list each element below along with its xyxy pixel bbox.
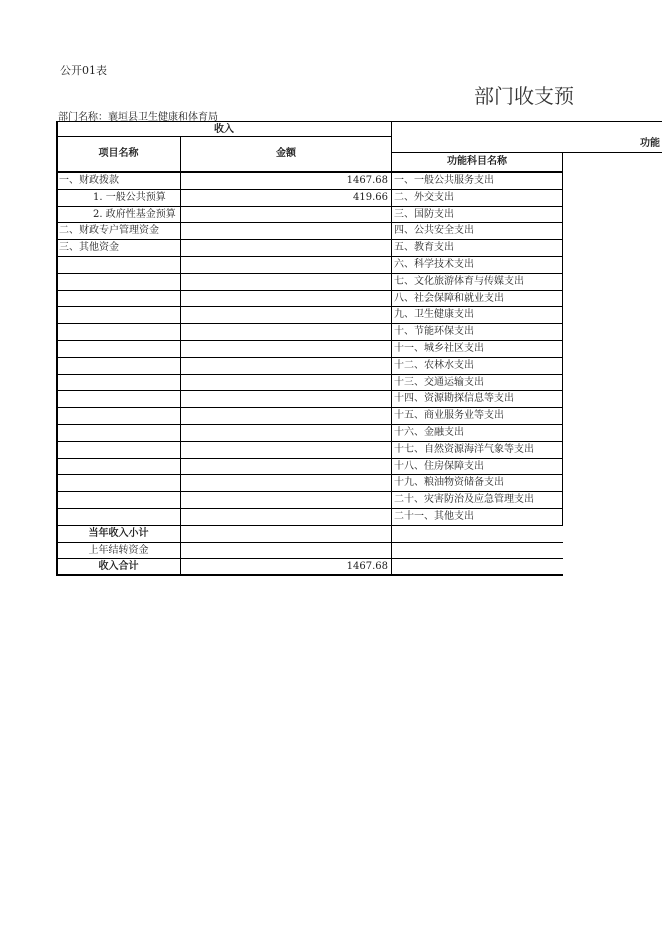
income-amount — [180, 340, 392, 358]
income-amount — [180, 407, 392, 425]
budget-table — [56, 121, 662, 573]
income-item-name — [56, 306, 181, 324]
income-item-name — [56, 374, 181, 392]
footer-total-expense-blank — [391, 558, 563, 576]
expense-item-name: 十二、农林水支出 — [391, 357, 563, 375]
table-left-border — [56, 121, 58, 576]
income-item-name: 1. 一般公共预算 — [56, 189, 181, 207]
expense-item-name: 四、公共安全支出 — [391, 222, 563, 240]
income-item-name — [56, 474, 181, 492]
footer-carryover-amount — [180, 542, 392, 560]
department-name: 部门名称：襄垣县卫生健康和体育局 — [58, 112, 218, 123]
income-amount: 419.66 — [180, 189, 392, 207]
expense-item-name: 十、节能环保支出 — [391, 323, 563, 341]
income-item-name — [56, 441, 181, 459]
income-amount — [180, 290, 392, 308]
expense-item-name: 五、教育支出 — [391, 239, 563, 257]
income-item-name — [56, 491, 181, 509]
income-item-name — [56, 256, 181, 274]
footer-subtotal-label: 当年收入小计 — [56, 525, 181, 543]
expense-item-name: 九、卫生健康支出 — [391, 306, 563, 324]
expense-item-name: 十三、交通运输支出 — [391, 374, 563, 392]
income-item-name — [56, 290, 181, 308]
expense-item-name: 十九、粮油物资储备支出 — [391, 474, 563, 492]
income-amount — [180, 458, 392, 476]
income-amount — [180, 508, 392, 526]
income-item-name: 二、财政专户管理资金 — [56, 222, 181, 240]
income-amount — [180, 424, 392, 442]
income-amount — [180, 441, 392, 459]
header-function-subject: 功能科目名称 — [391, 152, 563, 172]
expense-item-name: 二十一、其他支出 — [391, 508, 563, 526]
income-amount — [180, 273, 392, 291]
income-amount: 1467.68 — [180, 172, 392, 190]
income-item-name: 一、财政拨款 — [56, 172, 181, 190]
expense-item-name: 十五、商业服务业等支出 — [391, 407, 563, 425]
footer-subtotal-amount — [180, 525, 392, 543]
income-amount — [180, 323, 392, 341]
income-item-name — [56, 273, 181, 291]
income-amount — [180, 256, 392, 274]
expense-item-name: 二、外交支出 — [391, 189, 563, 207]
income-item-name — [56, 323, 181, 341]
header-function-partial-label: 功能 — [640, 138, 660, 149]
income-item-name: 三、其他资金 — [56, 239, 181, 257]
income-item-name — [56, 357, 181, 375]
expense-item-name: 六、科学技术支出 — [391, 256, 563, 274]
expense-item-name: 十四、资源勘探信息等支出 — [391, 390, 563, 408]
income-amount — [180, 206, 392, 224]
expense-item-name: 二十、灾害防治及应急管理支出 — [391, 491, 563, 509]
income-item-name: 2. 政府性基金预算 — [56, 206, 181, 224]
header-item-name: 项目名称 — [56, 136, 181, 172]
expense-item-name: 七、文化旅游体育与传媒支出 — [391, 273, 563, 291]
expense-item-name: 一、一般公共服务支出 — [391, 172, 563, 190]
income-item-name — [56, 458, 181, 476]
income-item-name — [56, 508, 181, 526]
income-amount — [180, 390, 392, 408]
footer-total-amount: 1467.68 — [180, 558, 392, 576]
income-item-name — [56, 424, 181, 442]
footer-total-label: 收入合计 — [56, 558, 181, 576]
page-title: 部门收支预 — [474, 84, 574, 108]
income-amount — [180, 357, 392, 375]
footer-subtotal-expense-blank — [391, 525, 563, 543]
header-function-partial — [391, 121, 662, 153]
income-amount — [180, 222, 392, 240]
expense-item-name: 十一、城乡社区支出 — [391, 340, 563, 358]
expense-item-name: 八、社会保障和就业支出 — [391, 290, 563, 308]
income-item-name — [56, 407, 181, 425]
income-amount — [180, 374, 392, 392]
expense-item-name: 十六、金融支出 — [391, 424, 563, 442]
income-amount — [180, 474, 392, 492]
footer-carryover-label: 上年结转资金 — [56, 542, 181, 560]
expense-item-name: 十八、住房保障支出 — [391, 458, 563, 476]
expense-item-name: 十七、自然资源海洋气象等支出 — [391, 441, 563, 459]
expense-item-name: 三、国防支出 — [391, 206, 563, 224]
footer-carryover-expense-blank — [391, 542, 563, 560]
header-income: 收入 — [56, 121, 392, 137]
header-amount: 金额 — [180, 136, 392, 172]
income-item-name — [56, 390, 181, 408]
form-code: 公开01表 — [60, 64, 107, 77]
income-amount — [180, 491, 392, 509]
income-amount — [180, 239, 392, 257]
income-amount — [180, 306, 392, 324]
income-item-name — [56, 340, 181, 358]
